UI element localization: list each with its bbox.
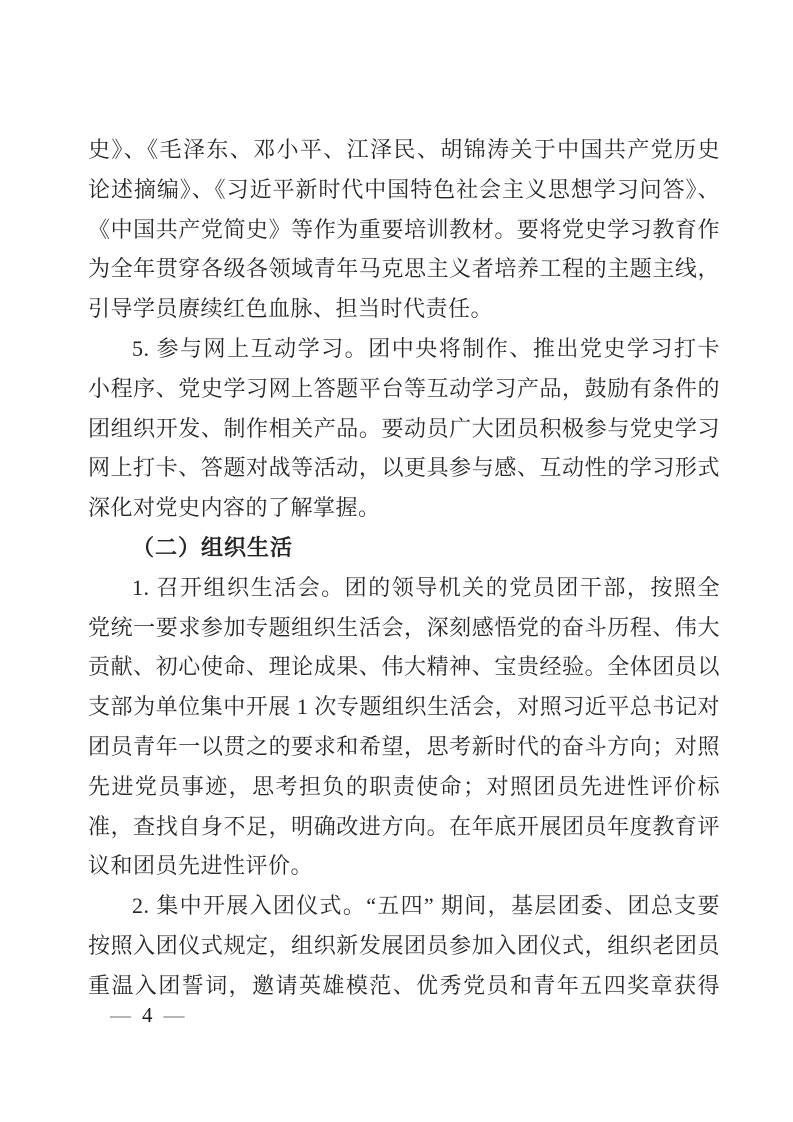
text-line: 深化对党史内容的了解掌握。 <box>88 495 381 521</box>
text-line: 重温入团誓词，邀请英雄模范、优秀党员和青年五四奖章获得 <box>88 972 720 998</box>
text-line: 团员青年一以贯之的要求和希望，思考新时代的奋斗方向；对照 <box>88 733 720 759</box>
text-line: 论述摘编》、《习近平新时代中国特色社会主义思想学习问答》、 <box>88 176 720 202</box>
text-line: 2. 集中开展入团仪式。“五四” 期间，基层团委、团总支要 <box>132 893 720 919</box>
text-line: 支部为单位集中开展 1 次专题组织生活会，对照习近平总书记对 <box>88 694 720 720</box>
text-line: 议和团员先进性评价。 <box>88 853 314 879</box>
footer-dash-right: — <box>163 1003 185 1027</box>
text-line: 贡献、初心使命、理论成果、伟大精神、宝贵经验。全体团员以 <box>88 654 720 680</box>
text-line: 引导学员赓续红色血脉、担当时代责任。 <box>88 296 494 322</box>
text-line: 先进党员事迹，思考担负的职责使命；对照团员先进性评价标 <box>88 773 720 799</box>
text-line: 史》、《毛泽东、邓小平、江泽民、胡锦涛关于中国共产党历史 <box>88 137 720 162</box>
page-footer <box>110 1004 185 1026</box>
text-line: 小程序、党史学习网上答题平台等互动学习产品，鼓励有条件的 <box>88 375 720 401</box>
text-line: 5. 参与网上互动学习。团中央将制作、推出党史学习打卡 <box>132 335 720 361</box>
text-line: 团组织开发、制作相关产品。要动员广大团员积极参与党史学习 <box>88 415 720 441</box>
text-line: 1. 召开组织生活会。团的领导机关的党员团干部，按照全 <box>132 574 720 600</box>
paragraph <box>88 568 720 886</box>
text-line: （二）组织生活 <box>132 534 294 560</box>
text-line: 按照入团仪式规定，组织新发展团员参加入团仪式，组织老团员 <box>88 932 720 958</box>
paragraph <box>88 329 720 528</box>
text-line: 《中国共产党简史》等作为重要培训教材。要将党史学习教育作 <box>88 216 720 242</box>
text-line: 准，查找自身不足，明确改进方向。在年底开展团员年度教育评 <box>88 813 720 839</box>
text-line: 为全年贯穿各级各领域青年马克思主义者培养工程的主题主线， <box>88 256 720 282</box>
text-line: 党统一要求参加专题组织生活会，深刻感悟党的奋斗历程、伟大 <box>88 614 720 640</box>
document-body <box>88 130 720 1006</box>
paragraph <box>88 886 720 1005</box>
section-heading <box>88 528 720 568</box>
text-line: 网上打卡、答题对战等活动，以更具参与感、互动性的学习形式 <box>88 455 720 481</box>
page-number: 4 <box>142 1003 153 1027</box>
paragraph <box>88 130 720 329</box>
footer-dash-left: — <box>110 1003 131 1027</box>
